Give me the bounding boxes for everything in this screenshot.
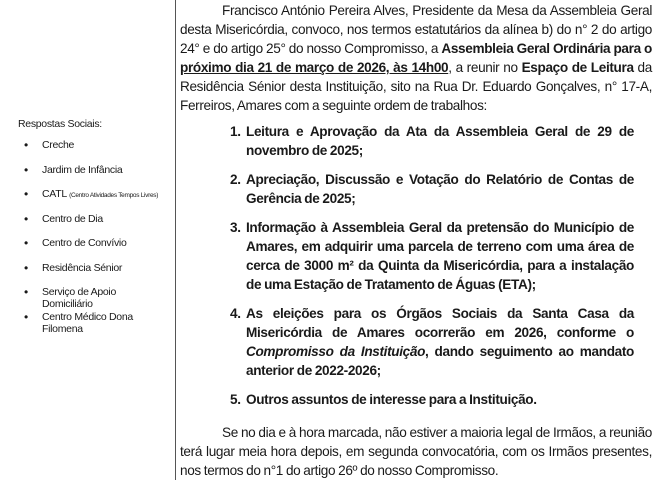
agenda-text: Informação à Assembleia Geral da pretensão do Município de Amares, em adquirir uma parcela de terreno com uma área de cerca de 3000 m² da Quinta da Misericórdia, para a instalação de uma Estação de Tratamento de Águas (ETA); xyxy=(246,220,634,292)
item-label: Centro de Dia xyxy=(42,212,103,225)
list-item xyxy=(18,262,168,287)
agenda-text-italic: Compromisso da Instituição xyxy=(246,344,426,359)
meeting-type: Assembleia Geral Ordinária para o xyxy=(441,41,652,56)
intro-text: , a reunir no xyxy=(448,60,522,75)
agenda-item xyxy=(230,170,634,208)
intro-text: Francisco António Pereira Alves, Presidente da Mesa da Assembleia Geral desta Misericórdia, convoco, nos termos estatutários da alínea b) do n° 2 do artigo 24° e do artigo 25° do nosso Compromisso, a xyxy=(180,3,652,56)
agenda-item xyxy=(230,122,634,160)
list-item xyxy=(18,213,168,238)
list-item xyxy=(18,237,168,262)
list-item xyxy=(18,286,168,311)
agenda-text: As eleições para os Órgãos Sociais da Santa Casa da Misericórdia de Amares ocorrerão em 2026, conforme o xyxy=(246,306,634,340)
letter-body xyxy=(180,0,652,480)
agenda-item xyxy=(230,304,634,380)
list-item xyxy=(18,164,168,189)
item-label: Residência Sénior xyxy=(42,261,123,274)
closing-text: Se no dia e à hora marcada, não estiver a maioria legal de Irmãos, a reunião terá lugar meia hora depois, em segunda convocatória, com os Irmãos presentes, nos termos do n°1 do artigo 26º do nosso Compromisso. xyxy=(180,425,652,478)
intro-text: da Residência Sénior desta Instituição, sito na Rua Dr. Eduardo Gonçalves, n° 17-A, Ferreiros, Amares com a seguinte ordem de trabalhos: xyxy=(180,60,652,113)
sidebar-title: Respostas Sociais: xyxy=(18,118,102,130)
meeting-date: próximo dia 21 de março de 2026, às 14h00 xyxy=(180,60,449,75)
item-label: Creche xyxy=(42,139,75,151)
list-item xyxy=(18,311,168,336)
agenda-text: Apreciação, Discussão e Votação do Relatório de Contas de Gerência de 2025; xyxy=(246,172,634,206)
agenda-list xyxy=(230,122,634,409)
item-note: (Centro Atividades Tempos Livres) xyxy=(69,192,159,199)
item-label: Centro Médico Dona Filomena xyxy=(42,310,133,335)
agenda-number: 1. xyxy=(230,124,241,139)
agenda-text: Outros assuntos de interesse para a Instituição. xyxy=(246,392,537,407)
list-item xyxy=(18,188,168,213)
margin-divider xyxy=(175,0,176,480)
sidebar-social-responses xyxy=(18,118,168,335)
agenda-number: 2. xyxy=(230,172,241,187)
item-label: Centro de Convívio xyxy=(42,237,127,249)
agenda-number: 3. xyxy=(230,220,241,235)
item-label: Serviço de Apoio Domiciliário xyxy=(42,286,117,310)
agenda-number: 5. xyxy=(230,392,241,407)
agenda-text: , dando seguimento ao mandato anterior de 2022-2026; xyxy=(246,344,635,378)
agenda-item xyxy=(230,218,634,294)
agenda-number: 4. xyxy=(230,306,241,321)
list-item xyxy=(18,139,168,164)
item-label: Jardim de Infância xyxy=(42,163,123,176)
meeting-place: Espaço de Leitura xyxy=(521,60,634,75)
agenda-item xyxy=(230,390,634,409)
item-label: CATL xyxy=(42,188,67,200)
intro-paragraph xyxy=(180,1,652,115)
closing-paragraph xyxy=(180,423,652,480)
agenda-text: Leitura e Aprovação da Ata da Assembleia Geral de 29 de novembro de 2025; xyxy=(246,124,634,158)
